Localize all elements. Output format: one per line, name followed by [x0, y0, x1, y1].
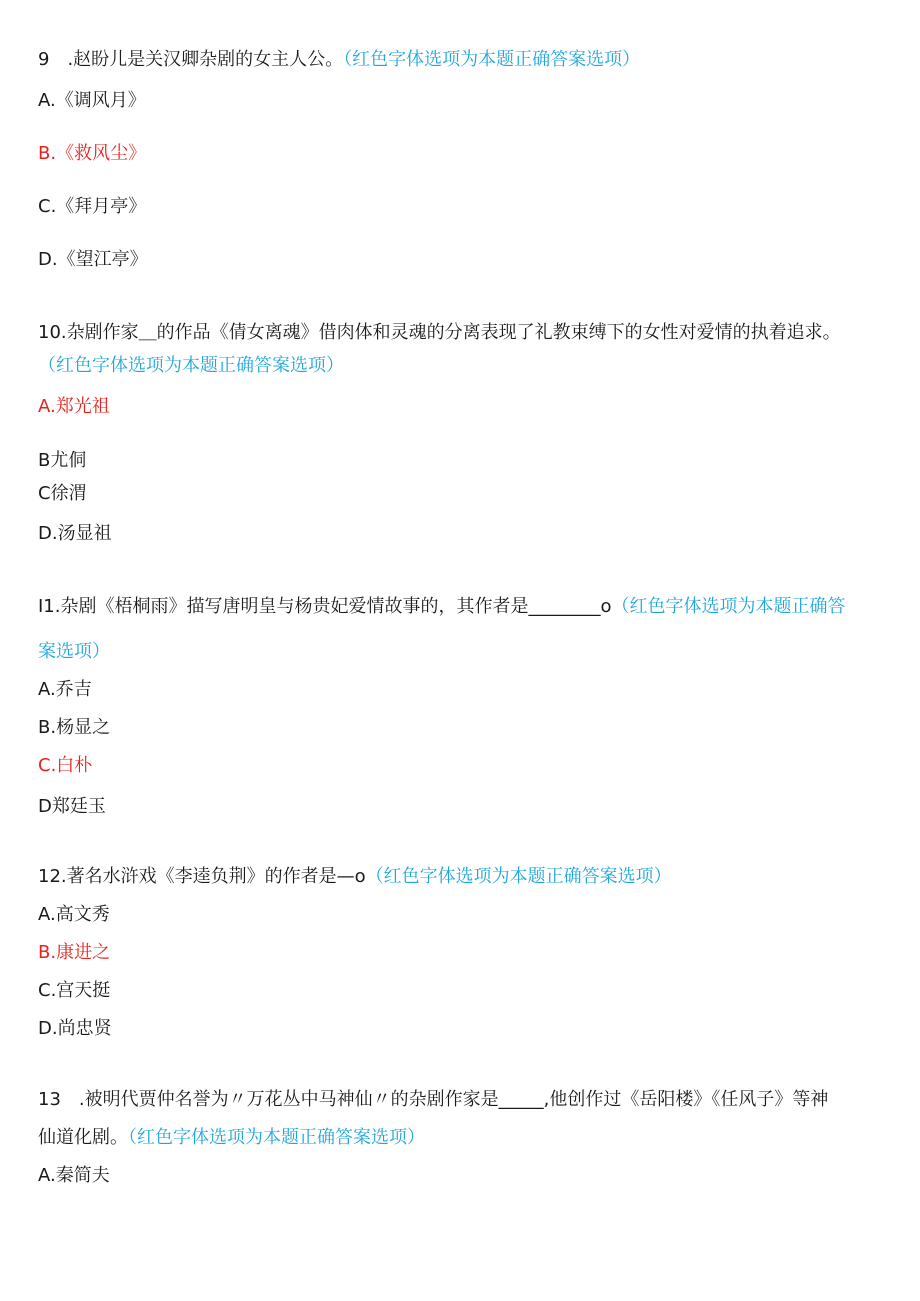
- question-13-stem: [38, 1088, 828, 1112]
- question-9-option-d: D.《望江亭》: [38, 249, 148, 270]
- question-9-stem: [38, 48, 640, 72]
- question-11-hint-cont: 案选项）: [38, 641, 110, 662]
- question-10-hint: （红色字体选项为本题正确答案选项）: [38, 355, 344, 376]
- question-text: I1.杂剧《梧桐雨》描写唐明皇与杨贵妃爱情故事的，其作者是: [38, 596, 529, 617]
- question-11-option-b: B.杨显之: [38, 717, 111, 738]
- question-12-option-c: C.宫天挺: [38, 980, 111, 1001]
- question-text: 12.著名水浒戏《李逵负荆》的作者是—o: [38, 866, 366, 887]
- answer-hint: （红色字体选项为本题正确答: [611, 596, 846, 617]
- question-11-option-c: C.白朴: [38, 755, 93, 776]
- question-11-option-d: D郑廷玉: [38, 796, 106, 817]
- question-10-option-d: D.汤显祖: [38, 523, 112, 544]
- question-text: 仙道化剧。: [38, 1127, 128, 1148]
- question-11-option-a: A.乔吉: [38, 679, 92, 700]
- answer-hint: （红色字体选项为本题正确答案选项）: [128, 1127, 425, 1148]
- question-text: 13 .被明代贾仲名誉为〃万花丛中马神仙〃的杂剧作家是: [38, 1089, 499, 1110]
- question-text: 10.杂剧作家＿的作品《倩女离魂》借肉体和灵魂的分离表现了礼教束缚下的女性对爱情的执着追求。: [38, 322, 841, 343]
- question-13-option-a: A.秦简夫: [38, 1165, 110, 1186]
- question-9-option-a: A.《调风月》: [38, 90, 146, 111]
- question-12-option-d: D.尚忠贤: [38, 1018, 112, 1039]
- question-9-option-b: B.《救风尘》: [38, 143, 147, 164]
- question-12-stem: [38, 865, 672, 889]
- question-text-after: o: [600, 596, 612, 617]
- question-text-after: ,他创作过《岳阳楼》《任风子》等神: [543, 1089, 829, 1110]
- answer-hint: （红色字体选项为本题正确答案选项）: [365, 866, 672, 887]
- answer-hint: （红色字体选项为本题正确答案选项）: [343, 49, 641, 70]
- question-12-option-b: B.康进之: [38, 942, 111, 963]
- question-13-stem-cont: [38, 1126, 425, 1150]
- answer-blank: _____: [498, 1089, 544, 1110]
- question-10-option-a: A.郑光祖: [38, 396, 110, 417]
- question-text: 9 .赵盼儿是关汉卿杂剧的女主人公。: [38, 49, 344, 70]
- question-12-option-a: A.高文秀: [38, 904, 110, 925]
- question-11-stem: [38, 595, 846, 619]
- question-10-option-b: B尤侗: [38, 450, 87, 471]
- question-10-stem: [38, 321, 841, 345]
- question-9-option-c: C.《拜月亭》: [38, 196, 147, 217]
- answer-blank: ________: [528, 596, 601, 617]
- question-10-option-c: C徐渭: [38, 483, 87, 504]
